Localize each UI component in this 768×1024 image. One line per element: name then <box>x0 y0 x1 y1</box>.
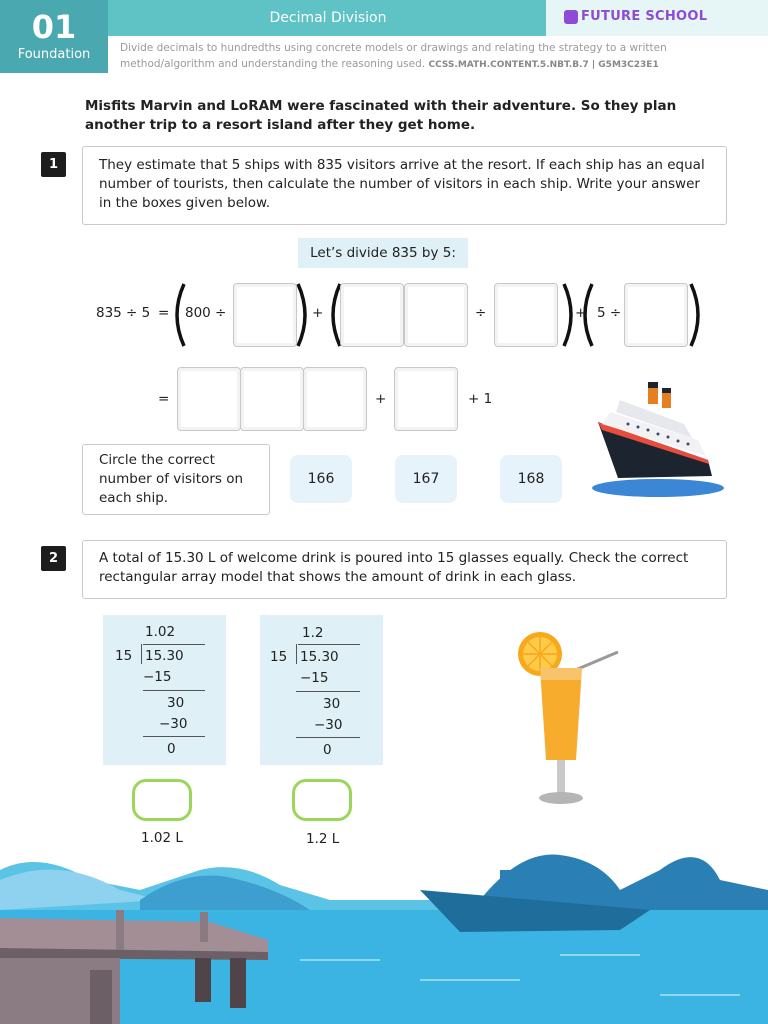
paren-open-2 <box>333 284 340 346</box>
paren-close-3 <box>691 284 698 346</box>
paren-open-1 <box>177 284 184 346</box>
term-5-div: 5 ÷ <box>597 305 622 321</box>
remainder1-1: 30 <box>167 695 185 711</box>
circle-prompt-box <box>82 444 270 515</box>
dividend-2: 15.30 <box>300 649 339 665</box>
answer-box-7[interactable] <box>240 367 304 431</box>
long-division-model-2 <box>260 615 383 765</box>
option-label-1: 1.02 L <box>141 830 183 846</box>
step1-2: −15 <box>300 670 329 686</box>
quotient-2: 1.2 <box>302 625 324 641</box>
level-number: 01 <box>31 8 77 46</box>
step1-1: −15 <box>143 669 172 685</box>
brand-logo-icon <box>564 10 578 24</box>
answer-box-3[interactable] <box>404 283 468 347</box>
answer-box-5[interactable] <box>624 283 688 347</box>
option-166[interactable]: 166 <box>290 455 352 503</box>
island-scene-illustration <box>0 830 768 1024</box>
answer-box-2[interactable] <box>340 283 404 347</box>
topic-title: Decimal Division <box>269 10 387 26</box>
sub-line-1b <box>143 736 205 737</box>
sub-line-1a <box>143 690 205 691</box>
equals-sign: = <box>158 305 170 321</box>
dividend-1: 15.30 <box>145 648 184 664</box>
divisor-1: 15 <box>115 648 133 664</box>
check-option-1[interactable] <box>132 779 192 821</box>
answer-box-4[interactable] <box>494 283 558 347</box>
standard-code: CCSS.MATH.CONTENT.5.NBT.B.7 | G5M3C23E1 <box>428 60 659 70</box>
remainder1-2: 30 <box>323 696 341 712</box>
answer-box-1[interactable] <box>233 283 297 347</box>
answer-box-8[interactable] <box>303 367 367 431</box>
equation-left: 835 ÷ 5 <box>96 305 151 321</box>
question-1-box <box>82 146 727 225</box>
division-bar-2 <box>298 644 360 645</box>
hint-box: Let’s divide 835 by 5: <box>298 238 468 268</box>
step2-2: −30 <box>314 717 343 733</box>
term-800-div: 800 ÷ <box>185 305 227 321</box>
remainder2-2: 0 <box>323 742 332 758</box>
division-bracket-1 <box>141 644 142 664</box>
division-sign: ÷ <box>475 305 487 321</box>
plus-sign-3: + <box>375 391 387 407</box>
plus-one: + 1 <box>468 391 493 407</box>
question-1-number: 1 <box>41 152 66 177</box>
plus-sign-2: + <box>575 305 587 321</box>
standard-text: Divide decimals to hundredths using concrete models or drawings and relating the strategy to a written method/algorithm and understanding the reasoning used. <box>120 42 667 70</box>
question-2-box <box>82 540 727 599</box>
divisor-2: 15 <box>270 649 288 665</box>
option-label-2: 1.2 L <box>306 831 340 847</box>
level-badge <box>0 0 108 73</box>
division-bracket-2 <box>296 644 297 664</box>
question-2-text: A total of 15.30 L of welcome drink is poured into 15 glasses equally. Check the correct rectangular array model that shows the amount of drink in each glass. <box>99 550 689 585</box>
intro-text: Misfits Marvin and LoRAM were fascinated with their adventure. So they plan another trip to a resort island after they get home. <box>85 98 677 133</box>
quotient-1: 1.02 <box>145 624 176 640</box>
circle-prompt-text: Circle the correct number of visitors on each ship. <box>99 452 244 506</box>
standard-description <box>120 40 750 73</box>
answer-box-9[interactable] <box>394 367 458 431</box>
long-division-model-1 <box>103 615 226 765</box>
check-option-2[interactable] <box>292 779 352 821</box>
equals-sign-2: = <box>158 391 170 407</box>
sub-line-2b <box>296 737 360 738</box>
brand-name: FUTURE SCHOOL <box>581 9 708 24</box>
question-1-text: They estimate that 5 ships with 835 visitors arrive at the resort. If each ship has an equal number of tourists, then calculate the number of visitors in each ship. Write your answer in the boxes given below. <box>99 157 705 211</box>
drink-glass-illustration <box>510 622 626 812</box>
option-168[interactable]: 168 <box>500 455 562 503</box>
cruise-ship-illustration <box>588 378 730 502</box>
option-167[interactable]: 167 <box>395 455 457 503</box>
paren-close-2 <box>564 284 571 346</box>
division-bar-1 <box>143 644 205 645</box>
answer-box-6[interactable] <box>177 367 241 431</box>
question-2-number: 2 <box>41 546 66 571</box>
paren-close-1 <box>298 284 305 346</box>
plus-sign-1: + <box>312 305 324 321</box>
step2-1: −30 <box>159 716 188 732</box>
sub-line-2a <box>296 691 360 692</box>
remainder2-1: 0 <box>167 741 176 757</box>
level-name: Foundation <box>17 47 91 62</box>
